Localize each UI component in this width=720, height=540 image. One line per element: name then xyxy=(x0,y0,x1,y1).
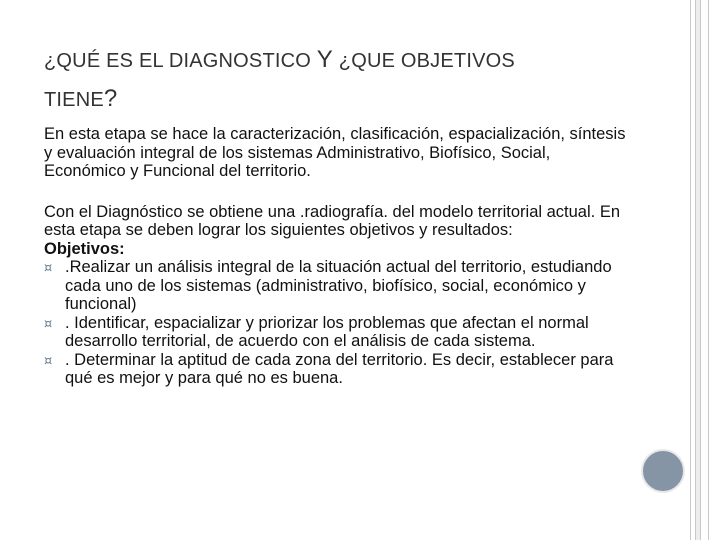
bullet-icon: ¤ xyxy=(44,353,53,369)
title-question-mark: ? xyxy=(103,85,118,112)
bullet-icon: ¤ xyxy=(44,261,53,276)
title-text-part1: ¿QUÉ ES EL DIAGNOSTICO xyxy=(44,50,317,72)
slide-body xyxy=(44,125,634,388)
title-text-line2: TIENE xyxy=(44,89,104,111)
paragraph-intro: En esta etapa se hace la caracterización, clasificación, espacialización, síntesis y evaluación integral de los sistemas Administrativo, Biofísico, Social, Económico y Funcional del territorio. xyxy=(44,125,626,180)
list-item xyxy=(44,258,634,314)
bullet-icon: ¤ xyxy=(44,316,53,332)
right-border-line xyxy=(690,0,691,540)
objective-text: .Realizar un análisis integral de la situación actual del territorio, estudiando cada uno de los sistemas (administrativo, biofísico, social, económico y funcional) xyxy=(65,258,612,313)
objective-text: . Determinar la aptitud de cada zona del territorio. Es decir, establecer para qué es mejor y para qué no es buena. xyxy=(65,350,614,387)
list-item xyxy=(44,351,634,388)
right-border-line xyxy=(708,0,709,540)
decorative-circle xyxy=(641,449,685,493)
objectives-list xyxy=(44,258,634,388)
objective-text: . Identificar, espacializar y priorizar los problemas que afectan el normal desarrollo territorial, de acuerdo con el análisis de cada sistema. xyxy=(65,313,589,350)
title-text-part2: ¿QUE OBJETIVOS xyxy=(333,50,515,72)
right-border-line xyxy=(700,0,701,540)
title-y: Y xyxy=(316,46,334,73)
objectives-heading: Objetivos: xyxy=(44,239,125,258)
right-border-line xyxy=(695,0,696,540)
slide-title xyxy=(44,41,664,119)
list-item xyxy=(44,314,634,351)
paragraph-diagnostico: Con el Diagnóstico se obtiene una .radiografía. del modelo territorial actual. En esta etapa se deben lograr los siguientes objetivos y resultados: xyxy=(44,202,621,239)
